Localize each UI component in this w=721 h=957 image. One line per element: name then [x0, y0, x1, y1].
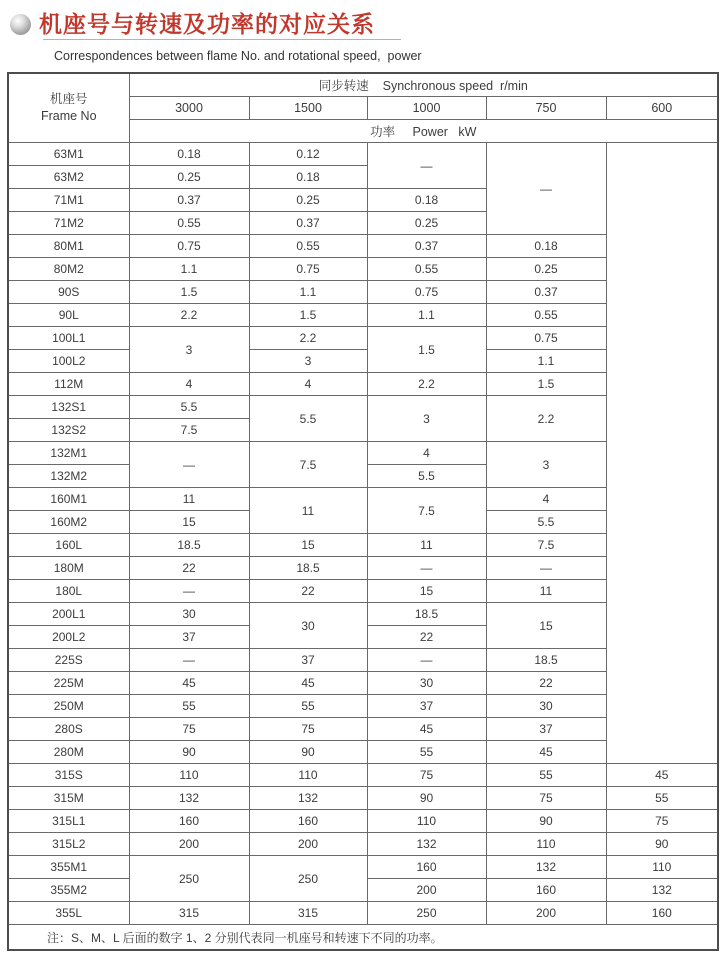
power-cell: 132	[606, 879, 718, 902]
frame-cell: 200L2	[8, 626, 129, 649]
power-cell: 0.37	[367, 235, 486, 258]
power-cell: 1.1	[486, 350, 606, 373]
power-cell: 1.1	[129, 258, 249, 281]
power-cell: 4	[129, 373, 249, 396]
note-row	[8, 925, 718, 951]
header-speed-750: 750	[486, 97, 606, 120]
power-cell: 90	[249, 741, 367, 764]
table-row	[8, 856, 718, 879]
frame-cell: 90L	[8, 304, 129, 327]
frame-cell: 355M2	[8, 879, 129, 902]
power-cell: —	[367, 649, 486, 672]
power-cell: 7.5	[367, 488, 486, 534]
frame-cell: 63M2	[8, 166, 129, 189]
power-cell: 90	[606, 833, 718, 856]
power-cell: 5.5	[129, 396, 249, 419]
power-cell: 75	[606, 810, 718, 833]
frame-cell: 71M2	[8, 212, 129, 235]
power-cell: 55	[249, 695, 367, 718]
frame-cell: 132M1	[8, 442, 129, 465]
header-frame-no-en: Frame No	[40, 109, 97, 124]
power-cell: 4	[367, 442, 486, 465]
power-cell: 1.5	[249, 304, 367, 327]
power-cell: 0.37	[249, 212, 367, 235]
title-underline	[43, 39, 401, 40]
page-subtitle: Correspondences between flame No. and rotational speed, power	[54, 49, 422, 64]
frame-cell: 90S	[8, 281, 129, 304]
power-cell: 110	[249, 764, 367, 787]
header-sync-speed: 同步转速 Synchronous speed r/min	[129, 73, 718, 97]
power-cell: 18.5	[367, 603, 486, 626]
power-cell: 75	[367, 764, 486, 787]
power-cell: 1.1	[367, 304, 486, 327]
power-cell: 0.55	[129, 212, 249, 235]
frame-cell: 132S1	[8, 396, 129, 419]
power-cell: 37	[486, 718, 606, 741]
power-cell: 110	[486, 833, 606, 856]
power-cell: 1.5	[129, 281, 249, 304]
frame-cell: 63M1	[8, 143, 129, 166]
power-cell: 0.37	[129, 189, 249, 212]
power-cell: 3	[367, 396, 486, 442]
power-cell: 45	[249, 672, 367, 695]
power-cell: 200	[486, 902, 606, 925]
power-cell: 1.5	[486, 373, 606, 396]
power-cell: 0.25	[249, 189, 367, 212]
power-cell: 0.18	[367, 189, 486, 212]
power-cell: 15	[367, 580, 486, 603]
power-cell: —	[486, 143, 606, 235]
power-cell: 55	[129, 695, 249, 718]
power-cell: 90	[367, 787, 486, 810]
power-cell: 200	[249, 833, 367, 856]
power-cell: 15	[486, 603, 606, 649]
header-power-kw: 功率 Power kW	[129, 120, 718, 143]
power-cell: 160	[249, 810, 367, 833]
power-cell: 0.75	[486, 327, 606, 350]
frame-power-table	[7, 72, 719, 951]
power-cell: 7.5	[129, 419, 249, 442]
power-cell: —	[486, 557, 606, 580]
table-footer	[8, 925, 718, 951]
header-frame-no-zh: 机座号	[49, 92, 88, 107]
power-cell: 15	[129, 511, 249, 534]
power-cell: 132	[486, 856, 606, 879]
power-cell: 45	[129, 672, 249, 695]
power-cell: 0.75	[367, 281, 486, 304]
power-cell: 160	[367, 856, 486, 879]
frame-cell: 315L2	[8, 833, 129, 856]
power-cell: 37	[129, 626, 249, 649]
table-row	[8, 833, 718, 856]
frame-cell: 160M2	[8, 511, 129, 534]
table-row	[8, 143, 718, 166]
power-cell: 11	[367, 534, 486, 557]
power-cell: 160	[486, 879, 606, 902]
table-row	[8, 902, 718, 925]
bullet-sphere-icon	[10, 14, 31, 35]
power-cell: —	[129, 442, 249, 488]
power-cell: 2.2	[367, 373, 486, 396]
header-speed-3000: 3000	[129, 97, 249, 120]
power-cell: 250	[249, 856, 367, 902]
power-cell: 250	[367, 902, 486, 925]
power-cell: 4	[486, 488, 606, 511]
table-header	[8, 73, 718, 143]
power-cell: 0.18	[486, 235, 606, 258]
power-cell: 2.2	[249, 327, 367, 350]
table-row	[8, 787, 718, 810]
power-cell: 30	[249, 603, 367, 649]
power-cell: 200	[367, 879, 486, 902]
frame-cell: 71M1	[8, 189, 129, 212]
power-cell: 3	[486, 442, 606, 488]
frame-cell: 112M	[8, 373, 129, 396]
power-cell: 22	[129, 557, 249, 580]
power-cell: 5.5	[367, 465, 486, 488]
power-cell: 5.5	[249, 396, 367, 442]
page-title: 机座号与转速及功率的对应关系	[39, 11, 375, 37]
table-body	[8, 143, 718, 925]
power-cell: —	[367, 143, 486, 189]
power-cell: 3	[249, 350, 367, 373]
power-cell: 2.2	[129, 304, 249, 327]
power-cell: —	[367, 557, 486, 580]
power-cell: 3	[129, 327, 249, 373]
power-cell: 45	[606, 764, 718, 787]
header-frame-no	[8, 73, 129, 143]
power-cell: 315	[249, 902, 367, 925]
power-cell: 160	[606, 902, 718, 925]
frame-cell: 225S	[8, 649, 129, 672]
power-cell: 30	[129, 603, 249, 626]
power-cell: 18.5	[249, 557, 367, 580]
power-cell: 132	[367, 833, 486, 856]
power-cell: 22	[367, 626, 486, 649]
power-cell: 18.5	[486, 649, 606, 672]
header-speed-1500: 1500	[249, 97, 367, 120]
frame-cell: 315M	[8, 787, 129, 810]
power-cell: 30	[486, 695, 606, 718]
header-speed-1000: 1000	[367, 97, 486, 120]
power-cell: 11	[486, 580, 606, 603]
frame-cell: 225M	[8, 672, 129, 695]
table-row	[8, 764, 718, 787]
power-cell: 0.18	[249, 166, 367, 189]
frame-cell: 160M1	[8, 488, 129, 511]
frame-cell: 100L2	[8, 350, 129, 373]
power-cell: 75	[249, 718, 367, 741]
power-cell: 132	[249, 787, 367, 810]
power-cell: 90	[129, 741, 249, 764]
power-cell: 22	[249, 580, 367, 603]
power-cell: 1.1	[249, 281, 367, 304]
frame-cell: 160L	[8, 534, 129, 557]
power-cell: 2.2	[486, 396, 606, 442]
power-cell: 22	[486, 672, 606, 695]
header-speed-600: 600	[606, 97, 718, 120]
frame-cell: 355L	[8, 902, 129, 925]
power-cell: 0.75	[249, 258, 367, 281]
power-cell: 110	[367, 810, 486, 833]
frame-cell: 200L1	[8, 603, 129, 626]
power-cell: 75	[129, 718, 249, 741]
power-cell: 55	[606, 787, 718, 810]
frame-cell: 315S	[8, 764, 129, 787]
frame-cell: 250M	[8, 695, 129, 718]
frame-cell: 132M2	[8, 465, 129, 488]
frame-cell: 132S2	[8, 419, 129, 442]
power-cell: 0.12	[249, 143, 367, 166]
power-cell: 0.25	[486, 258, 606, 281]
frame-cell: 315L1	[8, 810, 129, 833]
power-cell: 0.55	[367, 258, 486, 281]
frame-cell: 80M1	[8, 235, 129, 258]
power-cell: 18.5	[129, 534, 249, 557]
table-row	[8, 810, 718, 833]
footnote: 注：S、M、L 后面的数字 1、2 分别代表同一机座号和转速下不同的功率。	[8, 925, 718, 951]
power-cell: —	[129, 580, 249, 603]
power-cell: 250	[129, 856, 249, 902]
power-cell: 30	[367, 672, 486, 695]
power-cell: 45	[367, 718, 486, 741]
power-cell: 132	[129, 787, 249, 810]
frame-cell: 100L1	[8, 327, 129, 350]
power-cell: 11	[129, 488, 249, 511]
power-cell: 160	[129, 810, 249, 833]
power-cell: 7.5	[249, 442, 367, 488]
power-cell: 0.37	[486, 281, 606, 304]
power-cell: 45	[486, 741, 606, 764]
power-cell: 1.5	[367, 327, 486, 373]
power-cell: 0.18	[129, 143, 249, 166]
power-cell	[606, 143, 718, 764]
title-block	[0, 0, 721, 63]
power-cell: 5.5	[486, 511, 606, 534]
frame-cell: 80M2	[8, 258, 129, 281]
frame-cell: 355M1	[8, 856, 129, 879]
power-cell: 0.55	[249, 235, 367, 258]
power-cell: 110	[129, 764, 249, 787]
power-cell: 0.75	[129, 235, 249, 258]
power-cell: 315	[129, 902, 249, 925]
frame-cell: 280M	[8, 741, 129, 764]
power-cell: 4	[249, 373, 367, 396]
frame-cell: 180L	[8, 580, 129, 603]
power-cell: 37	[367, 695, 486, 718]
power-cell: 55	[486, 764, 606, 787]
power-cell: 55	[367, 741, 486, 764]
power-cell: 90	[486, 810, 606, 833]
power-cell: 110	[606, 856, 718, 879]
power-cell: 200	[129, 833, 249, 856]
power-cell: 0.25	[129, 166, 249, 189]
power-cell: 0.55	[486, 304, 606, 327]
power-cell: 0.25	[367, 212, 486, 235]
frame-cell: 280S	[8, 718, 129, 741]
power-cell: 7.5	[486, 534, 606, 557]
power-cell: 75	[486, 787, 606, 810]
frame-cell: 180M	[8, 557, 129, 580]
power-cell: 11	[249, 488, 367, 534]
power-cell: —	[129, 649, 249, 672]
power-cell: 15	[249, 534, 367, 557]
power-cell: 37	[249, 649, 367, 672]
